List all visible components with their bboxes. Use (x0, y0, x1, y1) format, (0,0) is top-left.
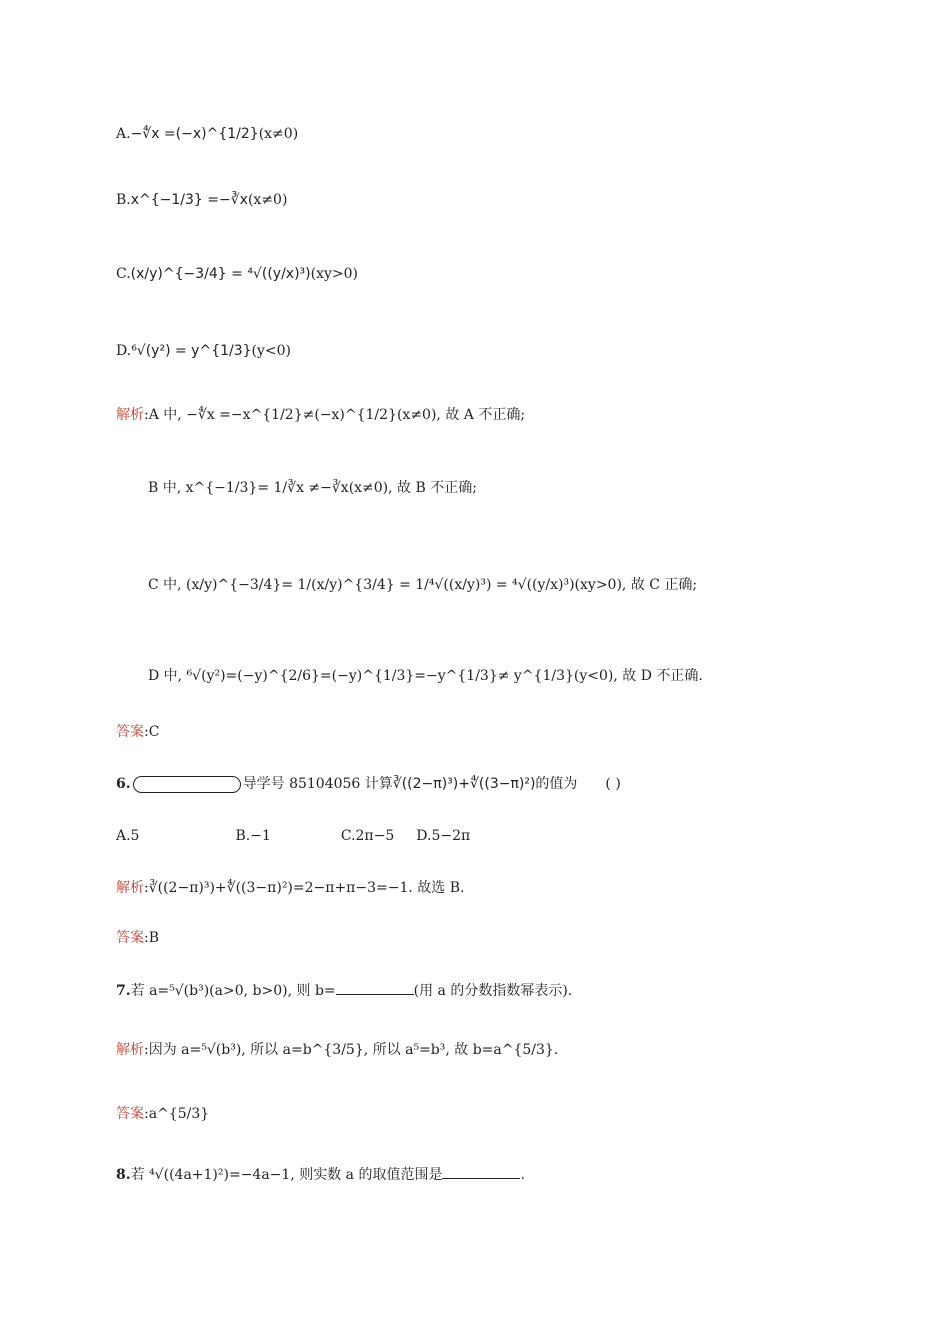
q5-option-c: C.(x/y)^{−3/4} = ⁴√((y/x)³)(xy>0) (116, 266, 358, 282)
q7-stem: 7.若 a=⁵√(b³)(a>0, b>0), 则 b= (用 a 的分数指数幂表示). (116, 980, 572, 1001)
q5-analysis-a: 解析:A 中, −∜x =−x^{1/2}≠(−x)^{1/2}(x≠0), 故 A 不正确; (116, 407, 526, 423)
analysis-label: 解析 (116, 407, 144, 423)
q5-analysis-d: D 中, ⁶√(y²)=(−y)^{2/6}=(−y)^{1/3}=−y^{1/3}≠ y^{1/3}(y<0), 故 D 不正确. (148, 668, 703, 684)
q5-option-b: B.x^{−1/3} =−∛x(x≠0) (116, 192, 288, 208)
q7-analysis: 解析:因为 a=⁵√(b³), 所以 a=b^{3/5}, 所以 a⁵=b³, 故 b=a^{5/3}. (116, 1042, 559, 1058)
answer-blank[interactable] (442, 1164, 520, 1179)
answer-label: 答案 (116, 930, 144, 946)
q6-options: A.5 B.−1 C.2π−5 D.5−2π (116, 828, 471, 844)
q6-answer: 答案:B (116, 930, 160, 946)
analysis-label: 解析 (116, 880, 144, 896)
q5-analysis-b: B 中, x^{−1/3}= 1/∛x ≠−∛x(x≠0), 故 B 不正确; (148, 480, 477, 496)
answer-blank[interactable] (336, 980, 414, 995)
q5-analysis-c: C 中, (x/y)^{−3/4}= 1/(x/y)^{3/4} = 1/⁴√((x/y)³) = ⁴√((y/x)³)(xy>0), 故 C 正确; (148, 577, 698, 593)
analysis-label: 解析 (116, 1042, 144, 1058)
q5-option-d: D.⁶√(y²) = y^{1/3}(y<0) (116, 343, 292, 359)
q5-option-a: A.−∜x =(−x)^{1/2}(x≠0) (116, 126, 299, 142)
q7-answer: 答案:a^{5/3} (116, 1106, 210, 1122)
q6-analysis: 解析:∛((2−π)³)+∜((3−π)²)=2−π+π−3=−1. 故选 B. (116, 880, 465, 896)
q8-stem: 8.若 ⁴√((4a+1)²)=−4a−1, 则实数 a 的取值范围是 . (116, 1164, 525, 1185)
q6-stem: 6. 导学号 85104056 计算∛((2−π)³)+∜((3−π)²)的值为 ( ) (116, 776, 621, 792)
answer-label: 答案 (116, 1106, 144, 1122)
id-badge (133, 776, 241, 793)
answer-label: 答案 (116, 724, 144, 740)
q5-answer: 答案:C (116, 724, 160, 740)
